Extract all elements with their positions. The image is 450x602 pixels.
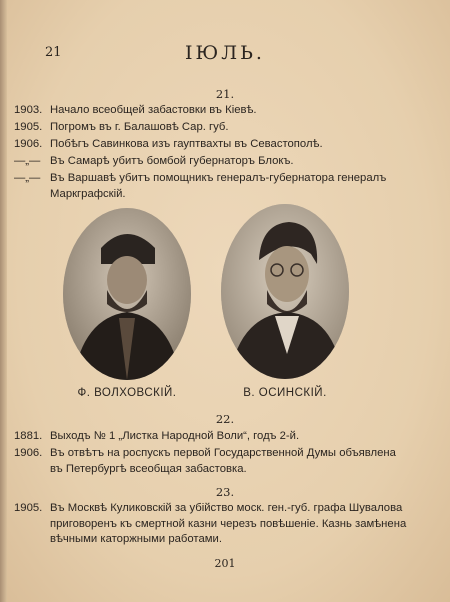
list-item (14, 103, 409, 119)
list-item (14, 446, 409, 477)
list-item (14, 120, 409, 136)
entry-text: Въ Самарѣ убитъ бомбой губернаторъ Блокъ. (50, 155, 294, 167)
page-number: 201 (214, 557, 236, 570)
entry-year: 1906. (14, 138, 43, 150)
entry-text: Выходъ № 1 „Листка Народной Воли“, годъ 2-й. (50, 430, 300, 442)
entry-text: Начало всеобщей забастовки въ Кіевѣ. (50, 104, 257, 116)
entry-text: Въ Москвѣ Куликовскій за убійство моск. ген.-губ. графа Шувалова приговоренъ къ смертной казни черезъ повѣшеніе. Казнь замѣнена вѣчными каторжными работами. (50, 502, 407, 545)
header-page-ref: 21 (45, 45, 62, 60)
list-item (14, 154, 409, 170)
list-item (14, 171, 409, 202)
portrait-photo (221, 204, 349, 379)
entry-year: 1903. (14, 104, 43, 116)
list-item (14, 137, 409, 153)
portrait-caption: В. ОСИНСКІЙ. (243, 387, 327, 399)
entry-text: Въ Варшавѣ убитъ помощникъ генералъ-губернатора генералъ Маркграфскій. (50, 172, 387, 200)
entry-year: —„— (14, 155, 41, 167)
portrait-caption: Ф. ВОЛХОВСКІЙ. (77, 387, 177, 399)
entry-year: 1906. (14, 447, 43, 459)
list-item (14, 501, 409, 548)
entry-year: 1905. (14, 121, 43, 133)
entry-year: 1905. (14, 502, 43, 514)
section-heading-22: 22. (215, 412, 235, 426)
list-item (14, 429, 409, 445)
section-heading-23: 23. (215, 485, 235, 499)
page-title: ІЮЛЬ. (185, 42, 265, 64)
section-heading-21: 21. (215, 87, 235, 101)
entry-year: —„— (14, 172, 41, 184)
entry-text: Погромъ въ г. Балашовѣ Сар. губ. (50, 121, 229, 133)
entry-text: Побѣгъ Савинкова изъ гауптвахты въ Севастополѣ. (50, 138, 323, 150)
entry-text: Въ отвѣтъ на роспускъ первой Государственной Думы объявлена въ Петербургѣ всеобщая забастовка. (50, 447, 396, 475)
portrait-photo (63, 208, 191, 380)
entry-year: 1881. (14, 430, 43, 442)
